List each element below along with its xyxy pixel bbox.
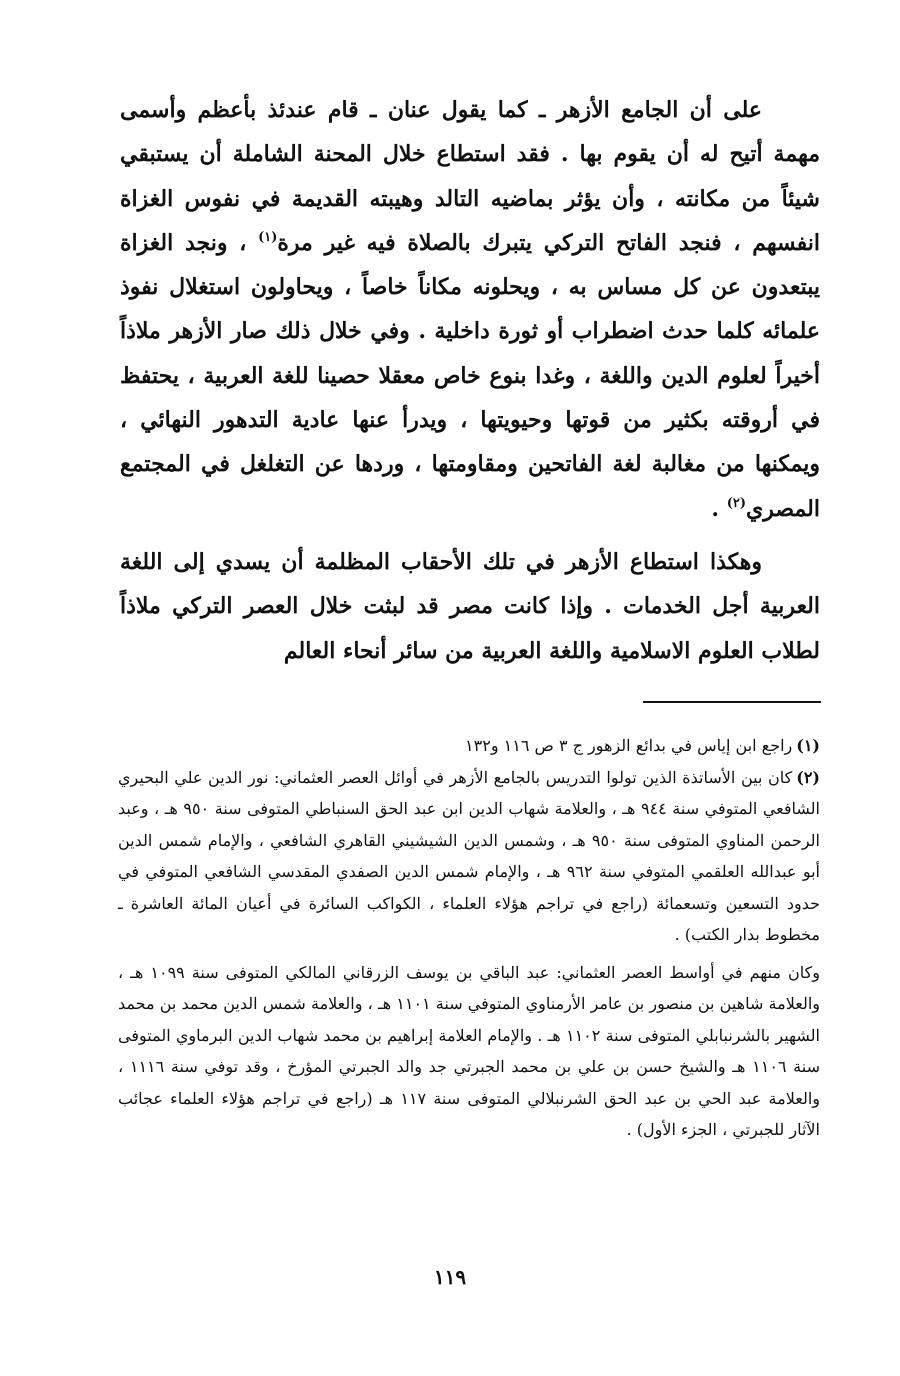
paragraph-1-part-1: على أن الجامع الأزهر ـ كما يقول عنان ـ قام عندئذ بأعظم وأسمى مهمة أتيح له أن يقوم بها . فقد استطاع خلال المحنة الشاملة أن يستبقي شيئاً من مكانته ، وأن يؤثر بماضيه التالد وهيبته القديمة في نفوس الغزاة انفسهم ، فنجد الفاتح التركي يتبرك بالصلاة فيه غير مرة <box>120 97 820 256</box>
paragraph-1 <box>120 88 820 531</box>
footnote-separator <box>643 701 821 703</box>
page-number: ١١٩ <box>433 1265 467 1289</box>
footnote-2-marker: (٢) <box>796 767 820 787</box>
footnote-2-text: كان بين الأساتذة الذين تولوا التدريس بالجامع الأزهر في أوائل العصر العثماني: نور الدين علي البحيري الشافعي المتوفي سنة ٩٤٤ هـ ، والعلامة شهاب الدين ابن عبد الحق السنباطي المتوفى سنة ٩٥٠ هـ ، وعبد الرحمن المناوي المتوفى سنة ٩٥٠ هـ ، وشمس الدين الشيشيني القاهري الشافعي ، والإمام شمس الدين أبو عبدالله العلقمي المتوفي سنة ٩٦٢ هـ ، والإمام شمس الدين الصفدي المقدسي الشافعي المتوفي في حدود التسعين وتسعمائة (راجع في تراجم هؤلاء العلماء ، الكواكب السائرة في أعيان المائة العاشرة ـ مخطوط بدار الكتب) . <box>118 767 821 944</box>
paragraph-2: وهكذا استطاع الأزهر في تلك الأحقاب المظلمة أن يسدي إلى اللغة العربية أجل الخدمات . وإذا كانت مصر قد لبثت خلال العصر التركي ملاذاً لطلاب العلوم الاسلامية واللغة العربية من سائر أنحاء العالم <box>120 548 820 664</box>
paragraph-1-part-2: ، ونجد الغزاة يبتعدون عن كل مساس به ، ويحلونه مكاناً خاصاً ، ويحاولون استغلال نفوذ علمائه كلما حدث اضطراب أو ثورة داخلية . وفي خلال ذلك صار الأزهر ملاذاً أخيراً لعلوم الدين واللغة ، وغدا بنوع خاص معقلا حصينا للغة العربية ، يحتفظ في أروقته بكثير من قوتها وحيويتها ، ويدرأ عنها عادية التدهور النهائي ، ويمكنها من مغالبة لغة الفاتحين ومقاومتها ، وردها عن التغلغل في المجتمع المصري <box>120 229 820 522</box>
body-text <box>120 88 820 673</box>
footnote-2-first-paragraph <box>118 762 820 951</box>
footnote-2-continuation: وكان منهم في أواسط العصر العثماني: عبد الباقي بن يوسف الزرقاني المالكي المتوفى سنة ١٠٩٩ هـ ، والعلامة شاهين بن منصور بن عامر الأرمناوي المتوفي سنة ١١٠١ هـ ، والعلامة شمس الدين محمد بن محمد الشهير بالشرنبابلي المتوفى سنة ١١٠٢ هـ . والإمام العلامة إبراهيم بن محمد شهاب الدين البرماوي المتوفى سنة ١١٠٦ هـ والشيخ حسن بن علي بن محمد الجبرتي جد والد الجبرتي المؤرخ ، وقد توفي سنة ١١١٦ ، والعلامة عبد الحي بن عبد الحق الشرنبلالي المتوفى سنة ١١٧ هـ (راجع في تراجم هؤلاء العلماء عجائب الآثار للجبرتي ، الجزء الأول) . <box>118 962 821 1139</box>
paragraph-1-part-3: . <box>711 495 720 522</box>
footnotes <box>118 730 820 1146</box>
footnote-ref-1: (١) <box>258 229 278 245</box>
footnote-1-text: راجع ابن إياس في بدائع الزهور ج ٣ ص ١١٦ و١٣٢ <box>465 736 793 755</box>
footnote-2 <box>118 762 820 951</box>
footnote-ref-2: (٢) <box>726 495 747 511</box>
footnote-1 <box>118 730 820 762</box>
footnote-1-marker: (١) <box>796 736 820 755</box>
